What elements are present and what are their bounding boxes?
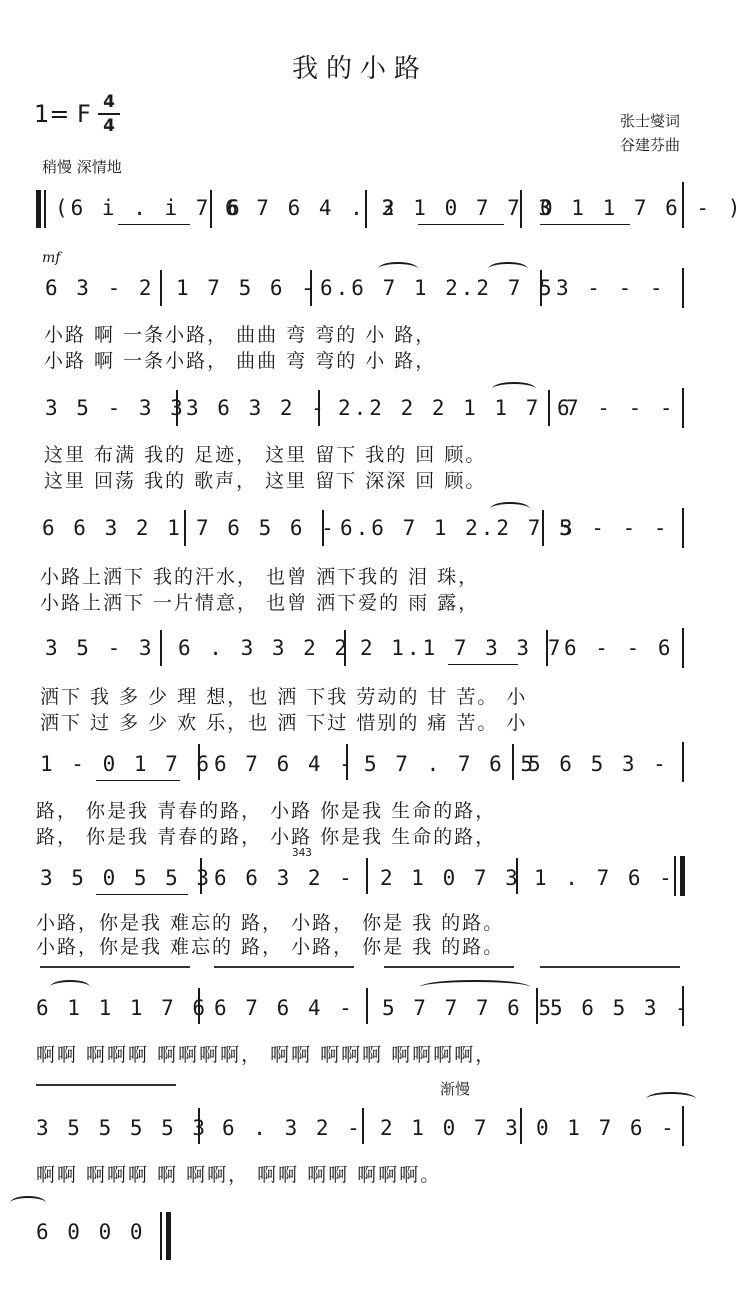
notes-s5-m4: 5 6 5 3 - [528, 752, 669, 776]
notes-s0-m2: 6 7 6 4 . 3 [225, 196, 398, 220]
lyrics-s8-v1: 啊啊 啊啊啊 啊 啊啊， 啊啊 啊啊 啊啊啊。 [36, 1164, 442, 1186]
notes-s3-m3: 6.6 7 1 2.2 7 5 [340, 516, 575, 540]
notes-s0-m3: 2 1 0 7 7 3 [382, 196, 555, 220]
notes-s2-m1: 3 5 - 3 3 [45, 396, 186, 420]
time-signature-top: 4 [103, 92, 115, 112]
notes-s1-m3: 6.6 7 1 2.2 7 5 [320, 276, 555, 300]
notes-s3-m1: 6 6 3 2 1 [42, 516, 183, 540]
lyrics-s2-v2: 这里 回荡 我的 歌声， 这里 留下 深深 回 顾。 [44, 470, 487, 492]
lyrics-s1-v2: 小路 啊 一条小路， 曲曲 弯 弯的 小 路， [44, 350, 437, 372]
notes-s3-m4: 3 - - - [560, 516, 670, 540]
notes-s4-m1: 3 5 - 3 [45, 636, 155, 660]
notes-s2-m4: 7 - - - [566, 396, 676, 420]
notes-s9-m1: 6 0 0 0 [36, 1220, 146, 1244]
notes-s8-m1: 3 5 5 5 5 3 [36, 1116, 209, 1140]
notes-s7-m1: 6 1 1 1 7 6 [36, 996, 209, 1020]
lyrics-s4-v1: 洒下 我 多 少 理 想，也 洒 下我 劳动的 甘 苦。 小 [40, 686, 528, 708]
key-signature: 1= F [34, 100, 91, 128]
lyrics-s1-v1: 小路 啊 一条小路， 曲曲 弯 弯的 小 路， [44, 324, 437, 346]
notes-s5-m1: 1 - 0 1 7 6 [40, 752, 213, 776]
notes-s1-m1: 6 3 - 2 [45, 276, 155, 300]
lyrics-s2-v1: 这里 布满 我的 足迹， 这里 留下 我的 回 顾。 [44, 444, 487, 466]
lyrics-s4-v2: 洒下 过 多 少 欢 乐，也 洒 下过 惜别的 痛 苦。 小 [40, 712, 528, 734]
time-signature-bottom: 4 [103, 116, 115, 136]
notes-s1-m4: 3 - - - [556, 276, 666, 300]
ritardando-marking: 渐慢 [440, 1080, 471, 1098]
notes-s7-m3: 5 7 7 7 6 5 [382, 996, 555, 1020]
notes-s2-m2: 3 6 3 2 - [186, 396, 327, 420]
notes-s1-m2: 1 7 5 6 - [176, 276, 317, 300]
notes-s0-m1: (6 i . i 7 6 [55, 196, 243, 220]
tempo-marking: 稍慢 深情地 [42, 158, 122, 176]
notes-s6-m4: 1 . 7 6 - [534, 866, 675, 890]
notes-s6-m3: 2 1 0 7 3 [380, 866, 521, 890]
lyrics-s6-v2: 小路，你是我 难忘的 路， 小路， 你是 我 的路。 [36, 936, 505, 958]
notes-s3-m2: 7 6 5 6 - [196, 516, 337, 540]
notes-s7-m4: 5 6 5 3 - [550, 996, 691, 1020]
notes-s0-m4: 0 1 1 7 6 - ) [540, 196, 743, 220]
notes-s8-m2: 6 . 3 2 - [222, 1116, 363, 1140]
lyrics-s3-v1: 小路上洒下 我的汗水， 也曾 洒下我的 泪 珠， [40, 566, 480, 588]
notes-s2-m3: 2.2 2 2 1 1 7 6 [338, 396, 573, 420]
dynamic-mf: mf [42, 250, 61, 266]
notes-s5-m3: 5 7 . 7 6 5 [364, 752, 537, 776]
notes-s6-m2: 6 6 3 2 - [214, 866, 355, 890]
notes-s5-m2: 6 7 6 4 - [214, 752, 355, 776]
lyrics-s3-v2: 小路上洒下 一片情意， 也曾 洒下爱的 雨 露， [40, 592, 480, 614]
page-title: 我的小路 [291, 54, 428, 84]
notes-s6-m1: 3 5 0 5 5 3 [40, 866, 213, 890]
lyrics-s6-v1: 小路，你是我 难忘的 路， 小路， 你是 我 的路。 [36, 912, 505, 934]
time-signature [98, 92, 120, 136]
lyrics-s5-v2: 路， 你是我 青春的路， 小路 你是我 生命的路， [36, 826, 497, 848]
grace-notes: 343 [292, 846, 312, 859]
lyricist: 张士燮词 [619, 112, 680, 130]
lyrics-s7-v1: 啊啊 啊啊啊 啊啊啊啊， 啊啊 啊啊啊 啊啊啊啊， [36, 1044, 497, 1066]
notes-s8-m3: 2 1 0 7 3 [380, 1116, 521, 1140]
lyrics-s5-v1: 路， 你是我 青春的路， 小路 你是我 生命的路， [36, 800, 497, 822]
composer: 谷建芬曲 [619, 136, 680, 154]
notes-s8-m4: 0 1 7 6 - [536, 1116, 677, 1140]
notes-s7-m2: 6 7 6 4 - [214, 996, 355, 1020]
notes-s4-m4: 6 - - 6 [564, 636, 674, 660]
notes-s4-m2: 6 . 3 3 2 2 [178, 636, 351, 660]
notes-s4-m3: 2 1.1 7 3 3 7 [360, 636, 564, 660]
